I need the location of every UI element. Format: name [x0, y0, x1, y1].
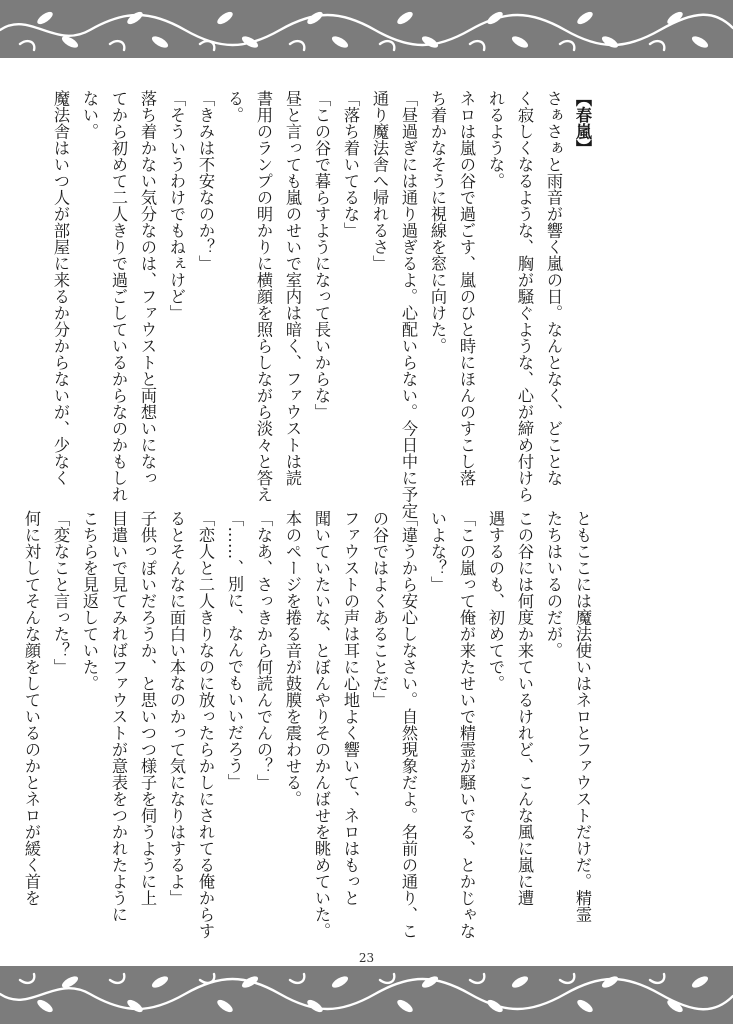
text-line: たちはいるのだが。 — [544, 510, 563, 659]
text-line: るとそんなに面白い本なのかって気になりはするよ」 — [167, 510, 186, 906]
text-line: 何に対してそんな顔をしているのかとネロが緩く首を — [22, 510, 41, 906]
text-line: 子供っぽいだろうか、と思いつつ様子を伺うように上 — [138, 510, 157, 906]
text-block-upper — [46, 90, 597, 519]
vine-ornament-icon — [0, 0, 733, 58]
text-line: 落ち着かない気分なのは、ファウストと両想いになっ — [138, 90, 157, 486]
text-line: 「この嵐って俺が来たせいで精霊が騒いでる、とかじゃな — [457, 510, 476, 939]
text-line: る。 — [225, 90, 244, 123]
bottom-decorative-border — [0, 966, 733, 1024]
text-line: ファウストの声は耳に心地よく響いて、ネロはもっと — [341, 510, 360, 906]
text-line: 目遣いで見てみればファウストが意表をつかれたように — [109, 510, 128, 923]
text-line: 「落ち着いてるな」 — [341, 90, 360, 239]
text-line: この谷には何度か来ているけれど、こんな風に嵐に遭 — [515, 510, 534, 906]
text-line: 「昼過ぎには通り過ぎるよ。心配いらない。今日中に予定 — [399, 90, 418, 519]
text-line: 「変なこと言った？」 — [51, 510, 70, 675]
text-line: れるような。 — [486, 90, 505, 189]
text-line: 「なあ、さっきから何読んでんの？」 — [254, 510, 273, 791]
text-line: てから初めて二人きりで過ごしているからなのかもしれ — [109, 90, 128, 503]
text-line: 遇するのも、初めてで。 — [486, 510, 505, 692]
text-line: ない。 — [80, 90, 99, 140]
vine-ornament-icon — [0, 966, 733, 1024]
text-line: 昼と言っても嵐のせいで室内は暗く、ファウストは読 — [283, 90, 302, 486]
text-line: 「恋人と二人きりなのに放ったらかしにされてる俺からす — [196, 510, 215, 939]
section-title: 【春嵐】 — [573, 90, 592, 156]
text-line: ネロは嵐の谷で過ごす、嵐のひと時にほんのすこし落 — [457, 90, 476, 486]
text-line: ち着かなそうに視線を窓に向けた。 — [428, 90, 447, 354]
text-line: く寂しくなるような、胸が騒ぐような、心が締め付けら — [515, 90, 534, 503]
text-line: 「きみは不安なのか？」 — [196, 90, 215, 272]
text-block-lower — [17, 510, 597, 940]
text-line: 通り魔法舎へ帰れるさ」 — [370, 90, 389, 272]
text-line: 本のページを捲る音が鼓膜を震わせる。 — [283, 510, 302, 807]
text-line: ともここには魔法使いはネロとファウストだけだ。精霊 — [573, 510, 592, 923]
top-decorative-border — [0, 0, 733, 58]
text-line: の谷ではよくあることだ」 — [370, 510, 389, 708]
text-line: いよな？」 — [428, 510, 447, 593]
text-line: 聞いていたいな、とぼんやりそのかんばせを眺めていた。 — [312, 510, 331, 939]
text-line: 書用のランプの明かりに横顔を照らしながら淡々と答え — [254, 90, 273, 503]
text-line: 「この谷で暮らすようになって長いからな」 — [312, 90, 331, 420]
text-line: こちらを見返していた。 — [80, 510, 99, 692]
page-number: 23 — [358, 951, 375, 965]
text-line: さぁさぁと雨音が響く嵐の日。なんとなく、どことな — [544, 90, 563, 486]
text-line: 「そういうわけでもねぇけど」 — [167, 90, 186, 321]
text-line: 魔法舎はいつ人が部屋に来るか分からないが、少なく — [51, 90, 70, 486]
text-line: 「……、別に、なんでもいいだろう」 — [225, 510, 244, 791]
text-line: 「違うから安心しなさい。自然現象だよ。名前の通り、こ — [399, 510, 418, 939]
